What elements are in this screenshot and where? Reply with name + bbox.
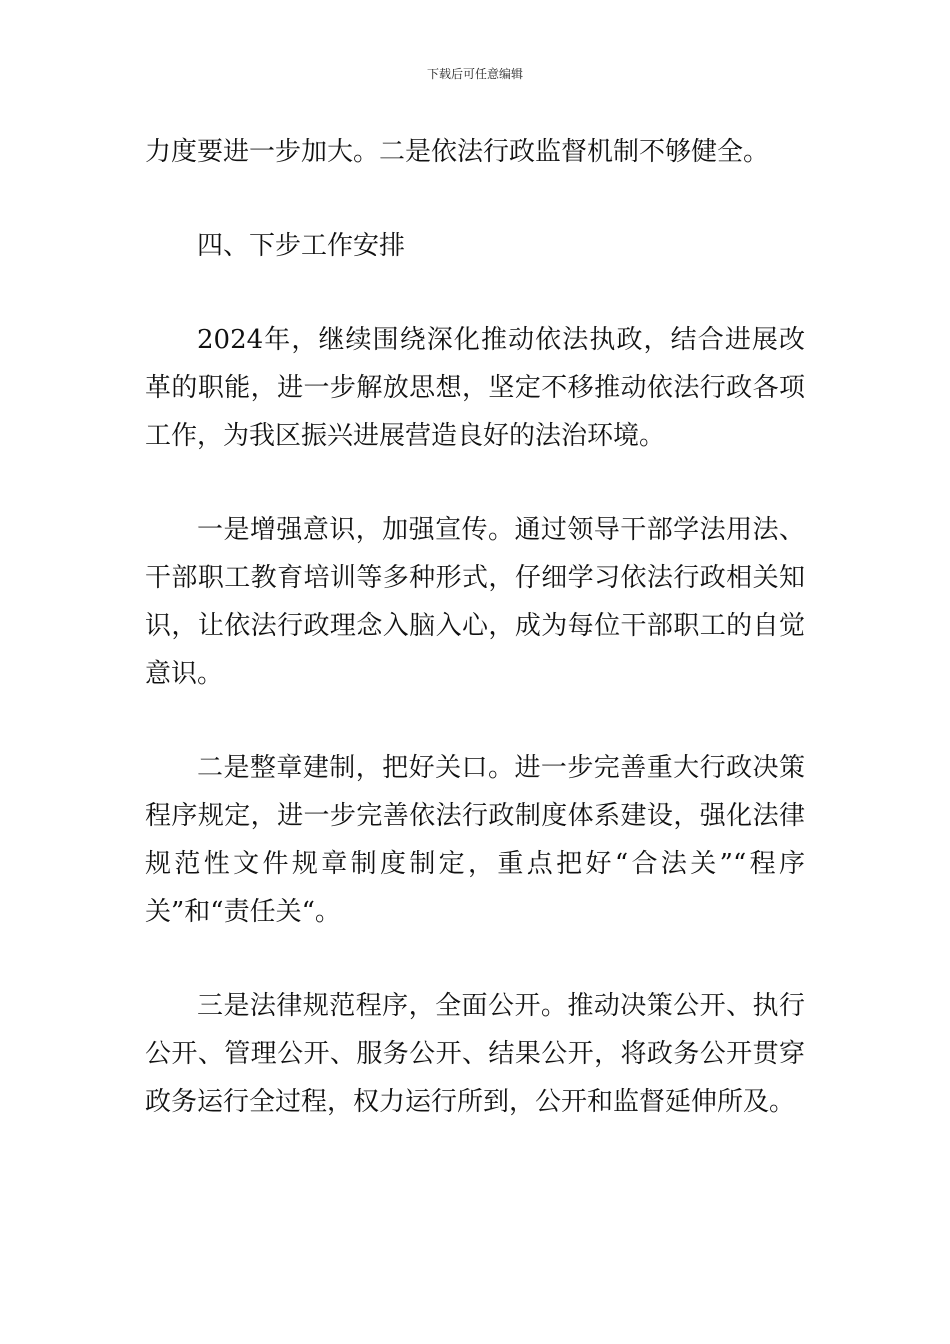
page-header: 下载后可任意编辑: [426, 67, 523, 81]
paragraph-disclosure: 三是法律规范程序，全面公开。推动决策公开、执行公开、管理公开、服务公开、结果公开，将政务公开贯穿政务运行全过程，权力运行所到，公开和监督延伸所及。: [145, 991, 805, 1117]
paragraph-continuation: 力度要进一步加大。二是依法行政监督机制不够健全。: [145, 137, 770, 167]
document-body: [145, 128, 805, 1126]
section-heading: 四、下步工作安排: [197, 231, 406, 261]
paragraph-regulation: 二是整章建制，把好关口。进一步完善重大行政决策程序规定，进一步完善依法行政制度体系建设，强化法律规范性文件规章制度制定，重点把好“合法关”“程序关”和“责任关“。: [145, 753, 805, 927]
paragraph-awareness: 一是增强意识，加强宣传。通过领导干部学法用法、干部职工教育培训等多种形式，仔细学习依法行政相关知识，让依法行政理念入脑入心，成为每位干部职工的自觉意识。: [145, 515, 805, 689]
paragraph-plan-overview: 2024年，继续围绕深化推动依法执政，结合进展改革的职能，进一步解放思想，坚定不移推动依法行政各项工作，为我区振兴进展营造良好的法治环境。: [145, 325, 805, 451]
